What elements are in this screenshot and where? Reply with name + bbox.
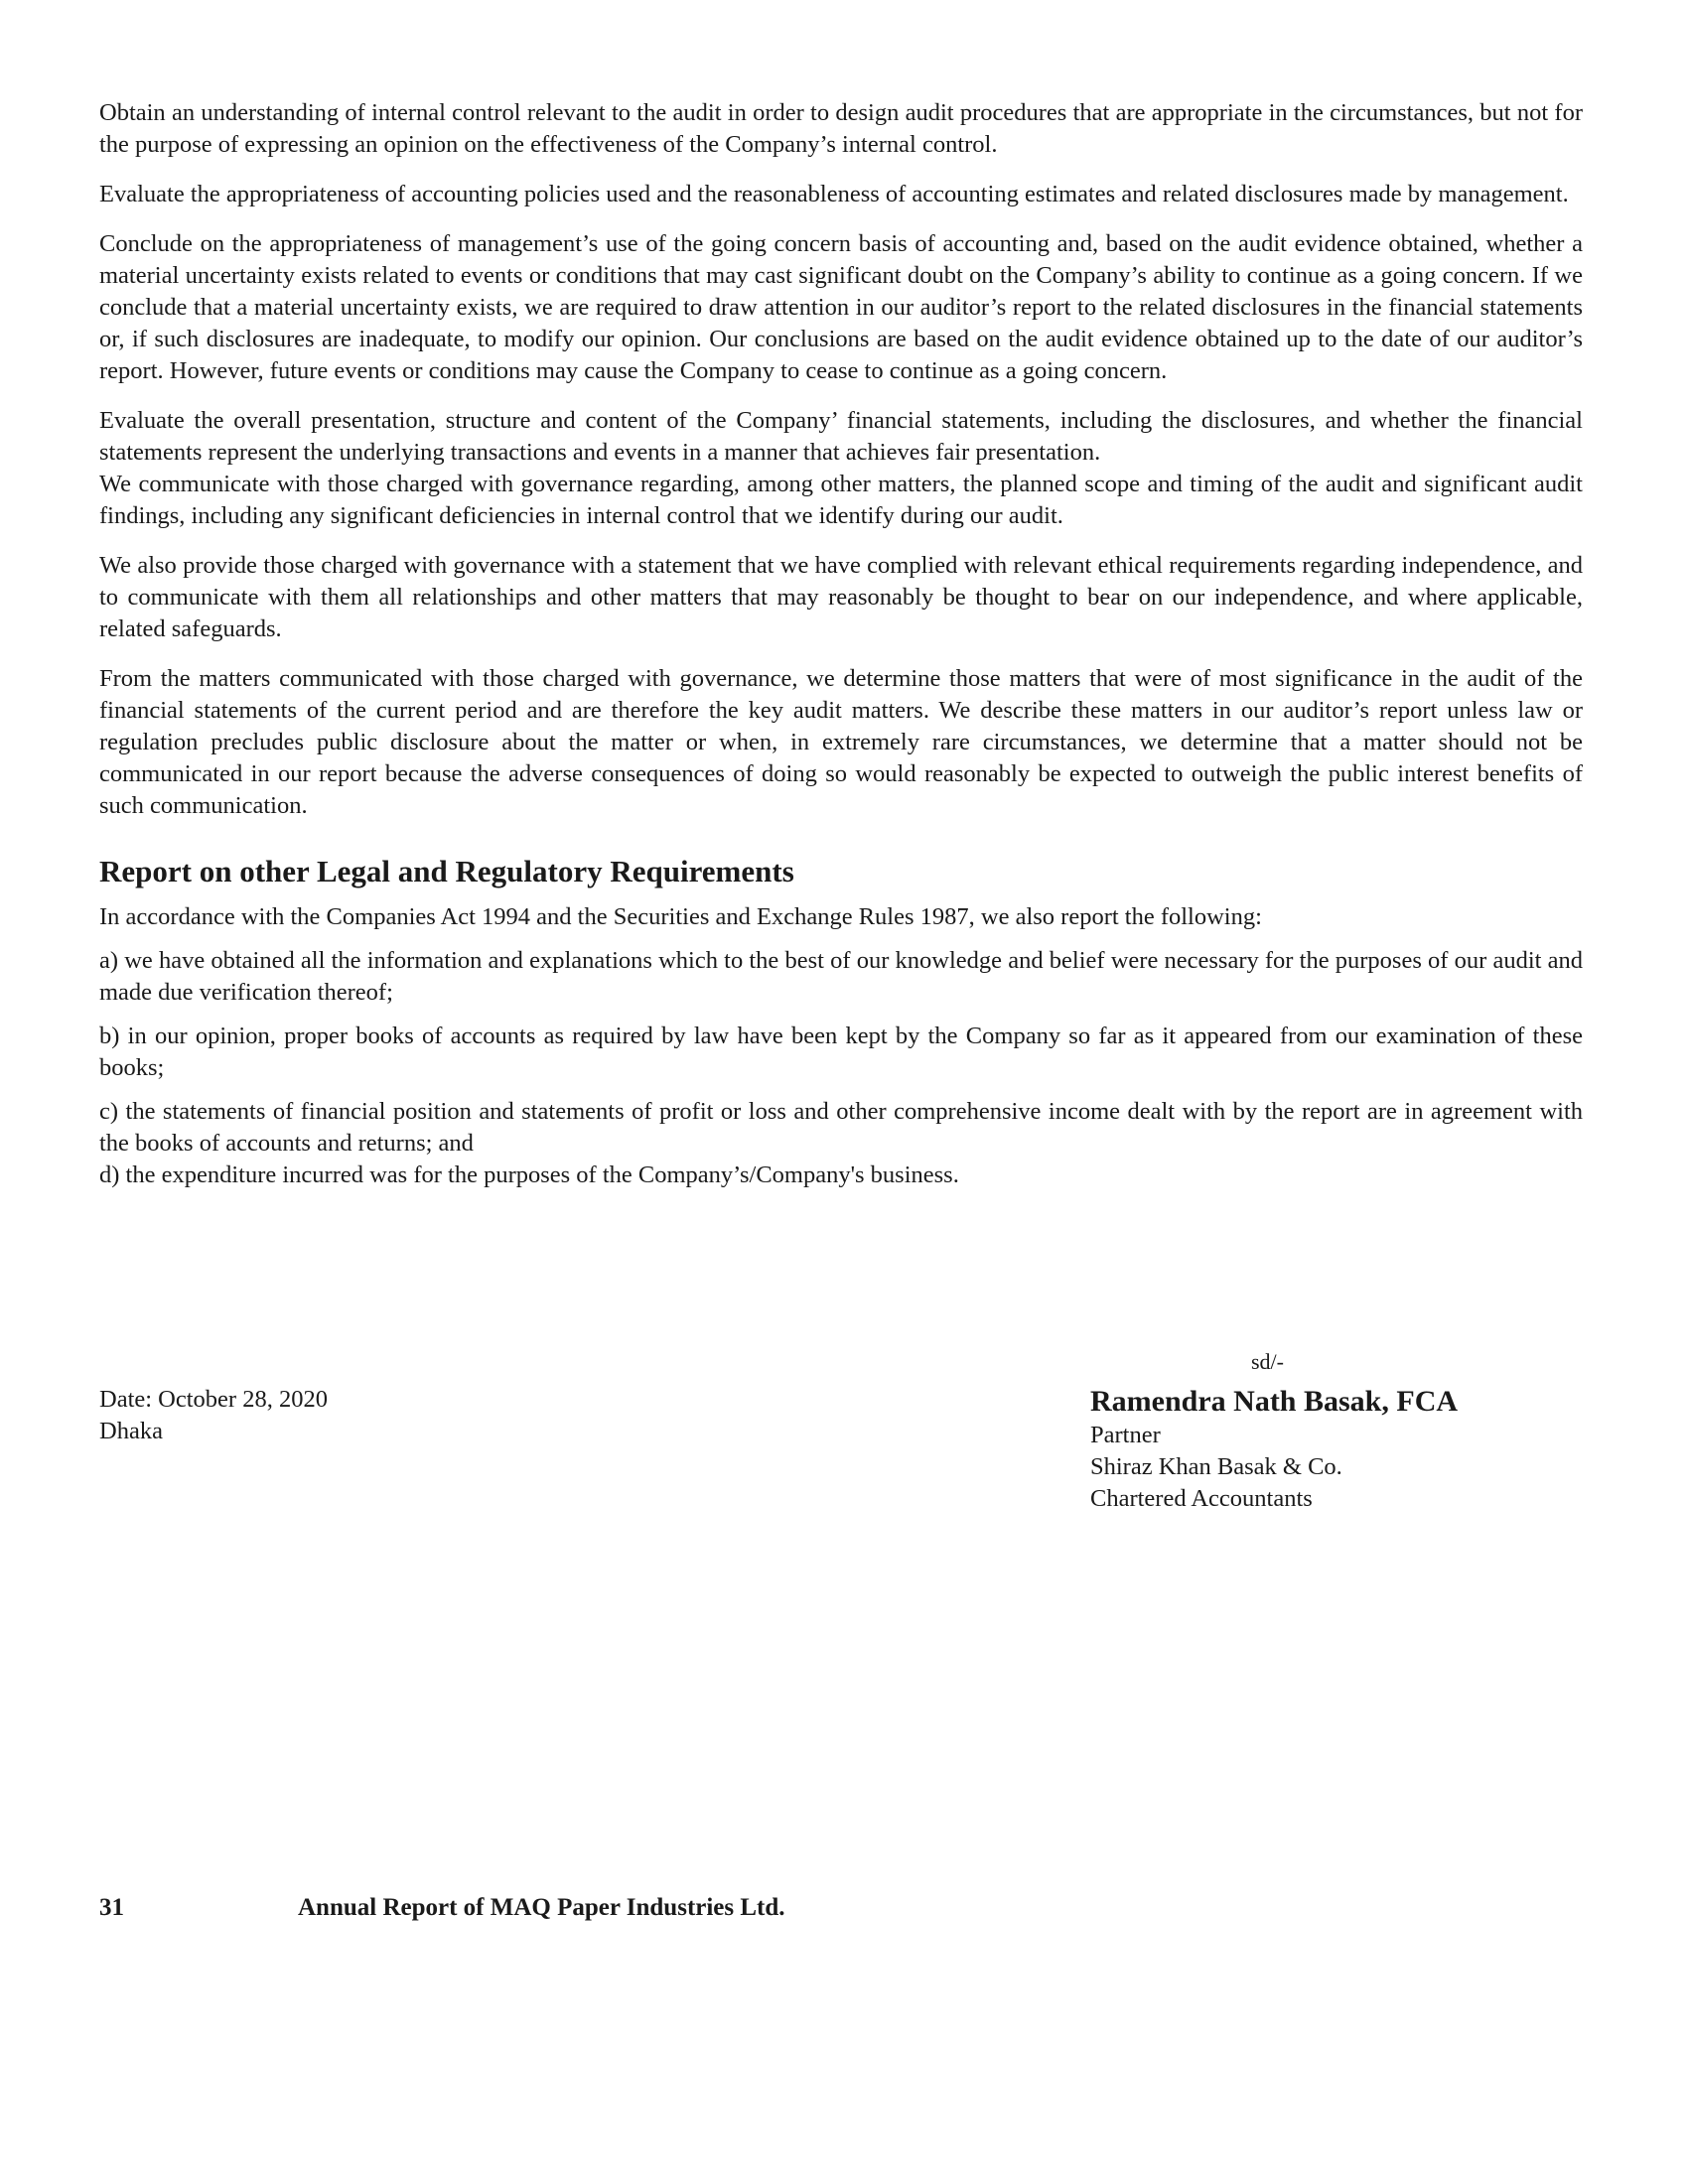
paragraph-ethical-requirements: We also provide those charged with governance with a statement that we have complied with relevant ethical requirements regarding independence, and to communicate with them all relationships and other matters that may reasonably be thought to bear on our independence, and where applicable, related safeguards.: [99, 552, 1583, 642]
report-date: Date: October 28, 2020: [99, 1386, 328, 1413]
report-place: Dhaka: [99, 1418, 163, 1444]
legal-item-a: a) we have obtained all the information and explanations which to the best of our knowledge and belief were necessary for the purposes of our audit and made due verification thereof;: [99, 947, 1583, 1006]
signer-block: [1090, 1348, 1458, 1515]
paragraph-going-concern: Conclude on the appropriateness of management’s use of the going concern basis of accounting and, based on the audit evidence obtained, whether a material uncertainty exists related to events or conditions that may cast significant doubt on the Company’s ability to continue as a going concern. If we conclude that a material uncertainty exists, we are required to draw attention in our auditor’s report to the related disclosures in the financial statements or, if such disclosures are inadequate, to modify our opinion. Our conclusions are based on the audit evidence obtained up to the date of our auditor’s report. However, future events or conditions may cause the Company to cease to continue as a going concern.: [99, 230, 1583, 384]
signature-block: [99, 1348, 1583, 1517]
paragraph-key-audit-matters: From the matters communicated with those charged with governance, we determine those matters that were of most significance in the audit of the financial statements of the current period and are therefore the key audit matters. We describe these matters in our auditor’s report unless law or regulation precludes public disclosure about the matter or when, in extremely rare circumstances, we determine that a matter should not be communicated in our report because the adverse consequences of doing so would reasonably be expected to outweigh the public interest benefits of such communication.: [99, 665, 1583, 819]
date-place-block: [99, 1384, 328, 1447]
section-heading-legal: Report on other Legal and Regulatory Requirements: [99, 854, 794, 888]
legal-item-b: b) in our opinion, proper books of accounts as required by law have been kept by the Company so far as it appeared from our examination of these books;: [99, 1023, 1583, 1081]
signer-name: Ramendra Nath Basak, FCA: [1090, 1385, 1459, 1418]
paragraph-communicate-governance: We communicate with those charged with governance regarding, among other matters, the planned scope and timing of the audit and significant audit findings, including any significant deficiencies in internal control that we identify during our audit.: [99, 471, 1583, 529]
legal-intro: In accordance with the Companies Act 1994 and the Securities and Exchange Rules 1987, we also report the following:: [99, 903, 1262, 930]
footer-title: Annual Report of MAQ Paper Industries Ltd.: [298, 1894, 785, 1921]
legal-item-d: d) the expenditure incurred was for the purposes of the Company’s/Company's business.: [99, 1161, 959, 1188]
signer-designation: Chartered Accountants: [1090, 1485, 1313, 1512]
legal-item-c: c) the statements of financial position and statements of profit or loss and other comprehensive income dealt with by the report are in agreement with the books of accounts and returns; and: [99, 1098, 1583, 1157]
signed-mark: sd/-: [1251, 1349, 1284, 1374]
paragraph-accounting-policies: Evaluate the appropriateness of accounting policies used and the reasonableness of accounting estimates and related disclosures made by management.: [99, 181, 1569, 207]
signer-firm: Shiraz Khan Basak & Co.: [1090, 1453, 1342, 1480]
paragraph-internal-control: Obtain an understanding of internal control relevant to the audit in order to design audit procedures that are appropriate in the circumstances, but not for the purpose of expressing an opinion on the effectiveness of the Company’s internal control.: [99, 99, 1583, 158]
signer-title: Partner: [1090, 1422, 1161, 1448]
paragraph-overall-presentation: Evaluate the overall presentation, structure and content of the Company’ financial statements, including the disclosures, and whether the financial statements represent the underlying transactions and events in a manner that achieves fair presentation.: [99, 407, 1583, 466]
document-body: [99, 97, 1583, 1209]
page-number: 31: [99, 1894, 124, 1921]
